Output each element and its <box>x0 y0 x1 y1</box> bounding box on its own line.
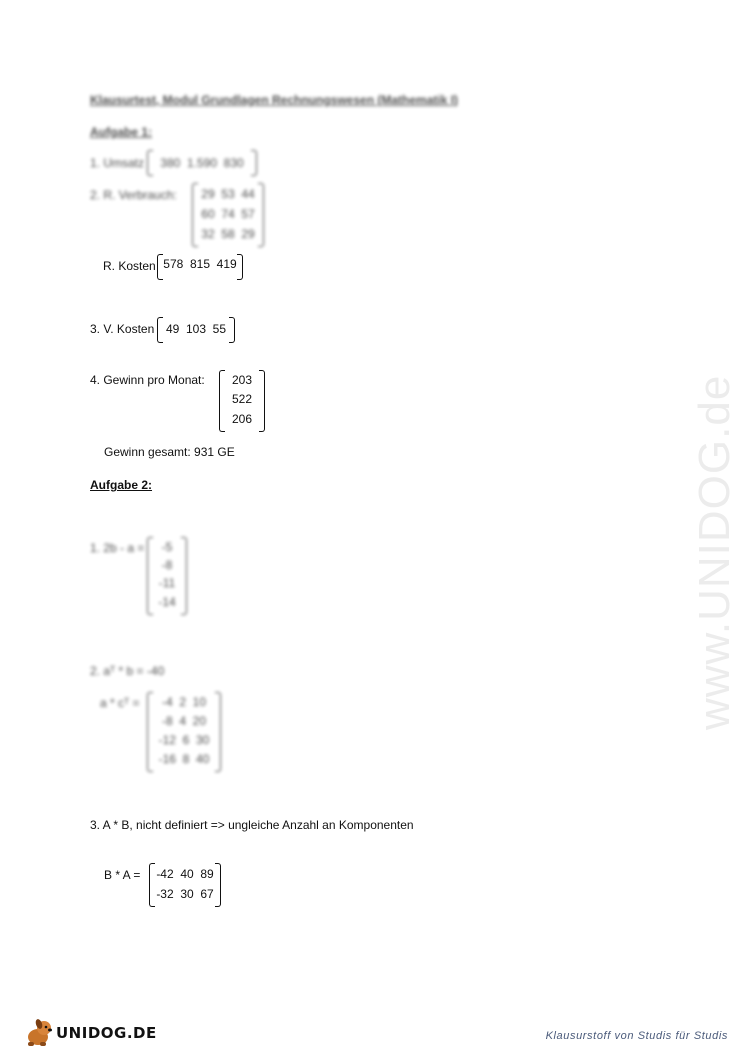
verbrauch-row: 60 74 57 <box>201 207 255 221</box>
verbrauch-matrix <box>192 183 264 247</box>
umsatz-values: 380 1.590 830 <box>160 156 244 170</box>
rkosten-values: 578 815 419 <box>163 257 237 271</box>
ba-label: B * A = <box>104 868 141 882</box>
verbrauch-row: 29 53 44 <box>201 187 255 201</box>
unidog-logo <box>22 1018 157 1048</box>
item1-row: -14 <box>158 595 176 609</box>
umsatz-vector <box>147 150 257 176</box>
vkosten-vector <box>157 317 235 343</box>
gewinn-vector <box>219 370 265 432</box>
item2-row: -4 2 10 <box>161 695 207 709</box>
gewinn-row: 203 <box>231 373 253 387</box>
item2-label: 2. aᵀ * b = -40 <box>90 664 165 678</box>
verbrauch-label: 2. R. Verbrauch: <box>90 188 177 202</box>
item3-text: 3. A * B, nicht definiert => ungleiche Anzahl an Komponenten <box>90 818 414 832</box>
document-title: Klausurtest, Modul Grundlagen Rechnungswesen (Mathematik I) <box>90 93 459 107</box>
gewinn-row: 522 <box>231 392 253 406</box>
gewinn-row: 206 <box>231 412 253 426</box>
item2-row: -8 4 20 <box>161 714 207 728</box>
dog-icon <box>22 1018 56 1048</box>
umsatz-label: 1. Umsatz <box>90 156 145 170</box>
logo-text: UNIDOG.DE <box>56 1024 157 1042</box>
ba-matrix <box>149 863 221 907</box>
ba-row: -32 30 67 <box>156 887 214 901</box>
gewinn-label: 4. Gewinn pro Monat: <box>90 373 205 387</box>
item2-row: -12 6 30 <box>158 733 210 747</box>
item1-vector <box>147 537 187 615</box>
aufgabe-1-heading: Aufgabe 1: <box>90 125 153 139</box>
vkosten-values: 49 103 55 <box>165 322 227 336</box>
rkosten-label: R. Kosten <box>103 259 156 273</box>
rkosten-vector <box>157 254 243 280</box>
vkosten-label: 3. V. Kosten <box>90 322 155 336</box>
verbrauch-row: 32 58 29 <box>201 227 255 241</box>
item2-row: -16 8 40 <box>158 752 210 766</box>
item2-sub-label: a * cᵀ = <box>100 696 140 710</box>
item1-row: -11 <box>158 576 176 590</box>
item2-matrix <box>147 692 221 772</box>
item1-row: -5 <box>161 540 173 554</box>
aufgabe-2-heading: Aufgabe 2: <box>90 478 153 492</box>
ba-row: -42 40 89 <box>156 867 214 881</box>
footer-tagline: Klausurstoff von Studis für Studis <box>545 1030 728 1042</box>
watermark: www.UNIDOG.de <box>690 374 739 730</box>
gewinn-gesamt: Gewinn gesamt: 931 GE <box>104 445 235 459</box>
item1-label: 1. 2b - a = <box>90 541 145 555</box>
item1-row: -8 <box>161 558 173 572</box>
